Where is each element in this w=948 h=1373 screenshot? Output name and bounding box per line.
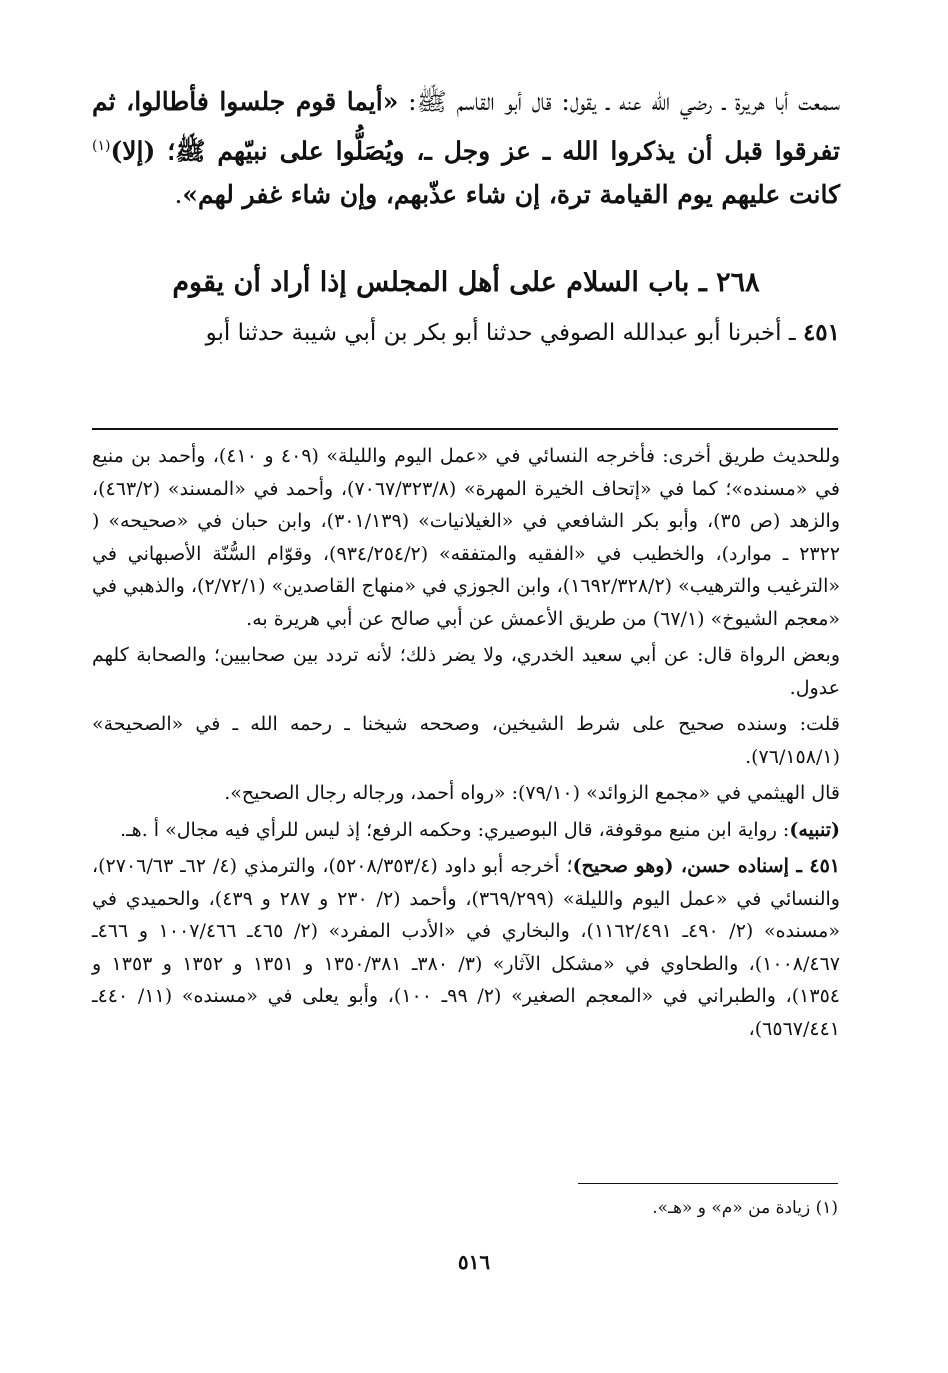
notes-divider bbox=[92, 428, 838, 430]
note-label-tanbih: (تنبيه) bbox=[789, 818, 840, 841]
hadith-intro: سمعت أبا هريرة ـ رضي الله عنه ـ يقول: قال أبو القاسم ﷺ: bbox=[398, 87, 840, 116]
note-isnad-grade: ـ إسناده حسن، (وهو صحيح) bbox=[572, 855, 810, 877]
note-paragraph-1: وللحديث طريق أخرى: فأخرجه النسائي في «عمل اليوم والليلة» (٤٠٩ و ٤١٠)، وأحمد بن منيع في «مسنده»؛ كما في «إتحاف الخيرة المهرة» (٧٠٦٧/٣٢٣/٨)، وأحمد في «المسند» (٤٦٣/٢)، والزهد (ص ٣٥)، وأبو بكر الشافعي في «الغيلانيات» (٣٠١/١٣٩)، وابن حبان في «صحيحه» ( ٢٣٢٢ ـ موارد)، والخطيب في «الفقيه والمتفقه» (٩٣٤/٢٥٤/٢)، وقوّام السُّنّة الأصبهاني في «الترغيب والترهيب» (١٦٩٢/٣٢٨/٢)، وابن الجوزي في «منهاج القاصدين» (٢/٧٢/١)، والذهبي في «معجم الشيوخ» (٦٧/١) من طريق الأعمش عن أبي صالح عن أبي هريرة به. bbox=[92, 445, 841, 630]
note-paragraph-4: قال الهيثمي في «مجمع الزوائد» (٧٩/١٠): «رواه أحمد، ورجاله رجال الصحيح». bbox=[224, 782, 840, 804]
note-paragraph-3: قلت: وسنده صحيح على شرط الشيخين، وصححه شيخنا ـ رحمه الله ـ في «الصحيحة» (٧٦/١٥٨/١). bbox=[92, 713, 840, 768]
isnad-text bbox=[92, 313, 840, 353]
footnote-marker: (١) bbox=[92, 138, 111, 154]
chapter-title: ٢٦٨ ـ باب السلام على أهل المجلس إذا أراد أن يقوم bbox=[172, 267, 760, 299]
hadith-end: . bbox=[174, 180, 183, 210]
hadith-text bbox=[92, 80, 840, 217]
notes-section bbox=[92, 440, 840, 1049]
footnote: (١) زيادة من «م» و «هـ». bbox=[652, 1198, 838, 1218]
note-takhrij-text: ؛ أخرجه أبو داود (٥٢٠٨/٣٥٣/٤)، والترمذي (٤/ ٦٢ـ ٢٧٠٦/٦٣)، والنسائي في «عمل اليوم والليلة» (٣٦٩/٢٩٩)، وأحمد (٢/ ٢٣٠ و ٢٨٧ و ٤٣٩)، والحميدي في «مسنده» (٢/ ٤٩٠ـ ١١٦٢/٤٩١)، والبخاري في «الأدب المفرد» (٢/ ٤٦٥ـ ١٠٠٧/٤٦٦ و ٤٦٦ـ ١٠٠٨/٤٦٧)، والطحاوي في «مشكل الآثار» (٣/ ٣٨٠ـ ١٣٥٠/٣٨١ و ١٣٥١ و ١٣٥٢ و ١٣٥٣ و ١٣٥٤)، والطبراني في «المعجم الصغير» (٢/ ٩٩ـ ١٠٠)، وأبو يعلى في «مسنده» (١١/ ٤٤٠ـ ٦٥٦٧/٤٤١)، bbox=[92, 855, 840, 1040]
note-paragraph-5 bbox=[92, 814, 840, 847]
note-paragraph-6 bbox=[92, 850, 840, 1045]
page-number: ٥١٦ bbox=[457, 1250, 491, 1274]
hadith-matn-2: كانت عليهم يوم القيامة ترة، إن شاء عذّبهم، وإن شاء غفر لهم» bbox=[182, 180, 840, 210]
hadith-matn-1: «أيما قوم جلسوا فأطالوا، ثم تفرقوا قبل أن يذكروا الله ـ عز وجل ـ، ويُصَلُّوا على نبيّهم ﷺ؛ (إلا) bbox=[92, 87, 840, 166]
isnad-body: ـ أخبرنا أبو عبدالله الصوفي حدثنا أبو بكر بن أبي شيبة حدثنا أبو bbox=[205, 320, 803, 347]
footnote-divider bbox=[578, 1183, 838, 1184]
note-hadith-number: ٤٥١ bbox=[809, 855, 840, 877]
note-paragraph-2: وبعض الرواة قال: عن أبي سعيد الخدري، ولا يضر ذلك؛ لأنه تردد بين صحابيين؛ والصحابة كلهم عدول. bbox=[92, 644, 840, 699]
note-text-tanbih: : رواية ابن منيع موقوفة، قال البوصيري: وحكمه الرفع؛ إذ ليس للرأي فيه مجال» أ .هـ. bbox=[120, 818, 790, 841]
main-text bbox=[92, 80, 840, 353]
hadith-number: ٤٥١ bbox=[802, 319, 840, 347]
